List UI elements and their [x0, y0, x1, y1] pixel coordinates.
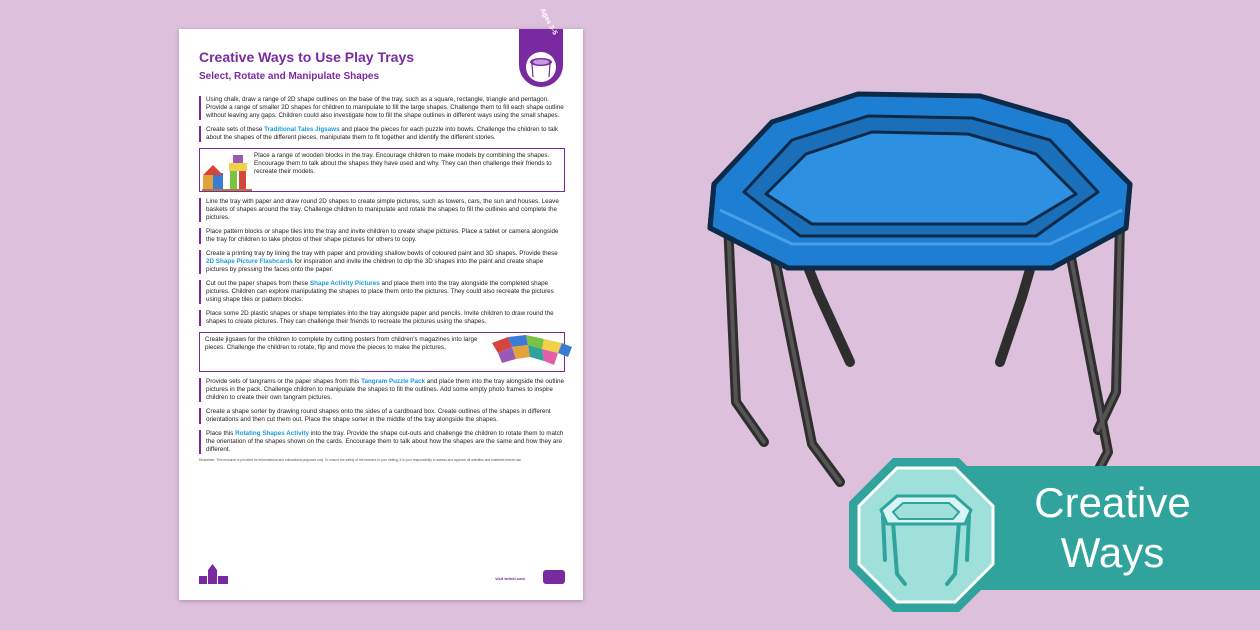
- activity-paragraph: Provide sets of tangrams or the paper shapes from this Tangram Puzzle Pack and place them into the tray alongside the outline pictures in the pack. Challenge children to manipulate the shapes to fill the outlines. Add some empty photo frames to inspire children to create their own tangram pictures.: [199, 378, 565, 402]
- sheet-title: Creative Ways to Use Play Trays: [199, 49, 415, 65]
- resource-link[interactable]: Tangram Puzzle Pack: [361, 378, 425, 385]
- banner-line-1: Creative: [1034, 479, 1191, 526]
- tray-icon: [519, 29, 563, 87]
- resource-link[interactable]: 2D Shape Picture Flashcards: [206, 258, 293, 265]
- activity-paragraph: Create a printing tray by lining the tray with paper and providing shallow bowls of coloured paint and 3D shapes. Provide these 2D Shape Picture Flashcards for inspiration and invite the children to dip the 3D shapes into the paint and create shape pictures by pressing the faces onto the paper.: [199, 250, 565, 274]
- octagon-tray-badge: [847, 456, 1005, 614]
- activity-paragraph: Place pattern blocks or shape tiles into the tray and invite children to create shape pictures. Place a tablet or camera alongside the tray for children to take photos of their shape pictures for others to copy.: [199, 228, 565, 244]
- disclaimer-text: Disclaimer: This resource is provided for informational and educational purposes only. To ensure the safety of the learners in your setting, it is your responsibility to assess and approve all activities and materials before use.: [199, 458, 522, 462]
- jigsaw-pieces-illustration: [486, 333, 574, 369]
- activity-paragraph: Using chalk, draw a range of 2D shape outlines on the base of the tray, such as a square, rectangle, triangle and pentagon. Provide a range of smaller 2D shapes for children to manipulate to fill the large shapes. Challenge them to fill each shape outline without leaving any gaps. Children could also investigate how to fill the shape outlines in different ways using the small shapes.: [199, 96, 565, 120]
- resource-link[interactable]: Rotating Shapes Activity: [235, 430, 310, 437]
- wooden-blocks-illustration: [200, 149, 256, 193]
- activity-paragraph: Create sets of these Traditional Tales Jigsaws and place the pieces for each puzzle into bowls. Challenge the children to talk about the shapes of the different pieces, manipulate them to fit together and identify the different stories.: [199, 126, 565, 142]
- activity-sheet: [179, 7, 583, 600]
- highlight-box: [199, 148, 565, 192]
- age-badge: [519, 7, 563, 87]
- blocks-logo-icon: [199, 562, 229, 584]
- highlight-box: [199, 332, 565, 372]
- publisher-logo: [543, 570, 565, 584]
- resource-link[interactable]: Traditional Tales Jigsaws: [264, 126, 340, 133]
- footer-url[interactable]: visit twinkl.com: [495, 576, 525, 581]
- highlight-text: Create jigsaws for the children to complete by cutting posters from children's magazines into large pieces. Challenge the children to rotate, flip and move the pieces to make the pictures.: [205, 336, 478, 351]
- age-badge-label: Ages 3-5: [538, 7, 558, 37]
- highlight-text: Place a range of wooden blocks in the tray. Encourage children to make models by combining the shapes. Encourage them to talk about the shapes they have used and why. They can then challenge their friends to recreate their models.: [254, 152, 552, 175]
- activity-paragraph: Place this Rotating Shapes Activity into the tray. Provide the shape cut-outs and challenge the children to rotate them to match the orientation of the shapes shown on the cards. Encourage them to talk about how the shapes are the same and how they are different.: [199, 430, 565, 454]
- sheet-footer: [199, 560, 565, 584]
- banner-title: [1010, 478, 1215, 578]
- activity-paragraph: Create a shape sorter by drawing round shapes onto the sides of a cardboard box. Create outlines of the shapes in different orientations and then cut them out. Place the shape sorter in the middle of the tray alongside the shapes.: [199, 408, 565, 424]
- activity-paragraph: Cut out the paper shapes from these Shape Activity Pictures and place them into the tray alongside the completed shape pictures. Children can explore manipulating the shapes to place them onto the pictures. They could also recreate the pictures using shape tiles or pattern blocks.: [199, 280, 565, 304]
- play-tray-illustration: [700, 92, 1140, 492]
- sheet-content: [199, 96, 565, 462]
- activity-paragraph: Line the tray with paper and draw round 2D shapes to create simple pictures, such as towers, cars, the sun and houses. Leave baskets of shapes around the tray. Challenge children to manipulate and rotate the shapes to fill the outlines and complete the pictures.: [199, 198, 565, 222]
- sheet-subtitle: Select, Rotate and Manipulate Shapes: [199, 71, 380, 82]
- activity-paragraph: Place some 2D plastic shapes or shape templates into the tray alongside paper and pencils. Invite children to draw round the shapes to create pictures. They can challenge their friends to recreate the pictures using the shapes.: [199, 310, 565, 326]
- banner-line-2: Ways: [1060, 529, 1165, 576]
- resource-link[interactable]: Shape Activity Pictures: [309, 280, 380, 287]
